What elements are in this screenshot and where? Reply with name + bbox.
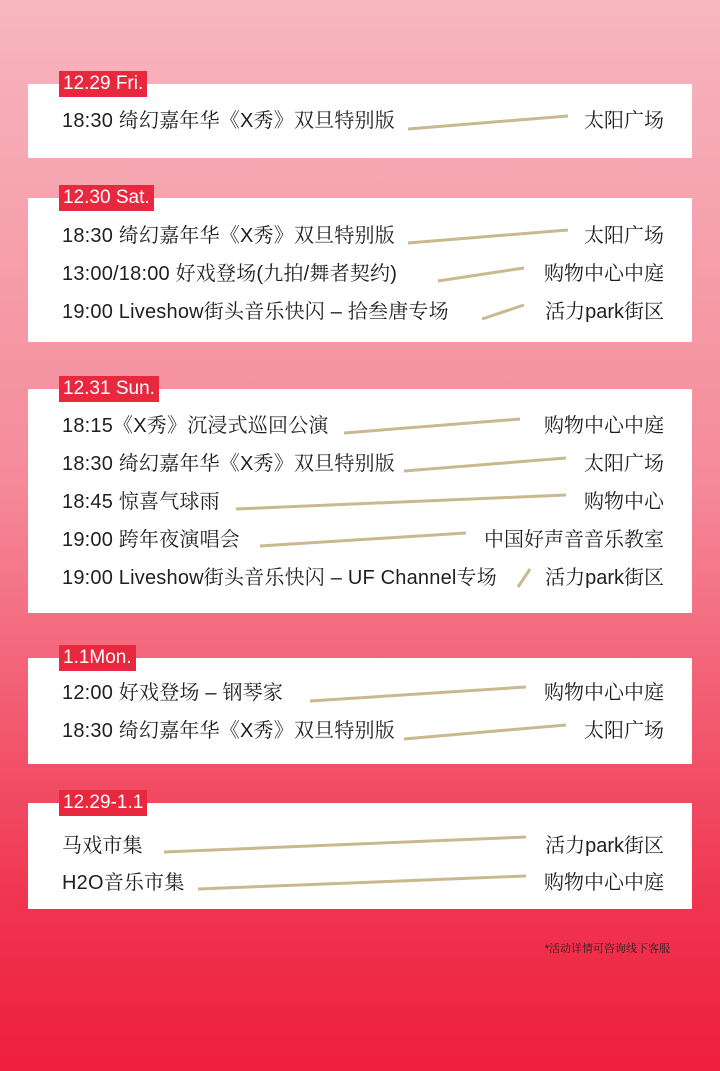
date-tag: 12.30 Sat. — [59, 185, 154, 211]
date-tag: 12.31 Sun. — [59, 376, 159, 402]
event-location: 活力park街区 — [545, 835, 664, 857]
event-name: 18:45 惊喜气球雨 — [62, 491, 220, 513]
event-row — [28, 674, 692, 712]
event-location: 活力park街区 — [545, 567, 664, 589]
event-row — [28, 864, 692, 902]
event-row — [28, 712, 692, 750]
event-name: 13:00/18:00 好戏登场(九拍/舞者契约) — [62, 263, 398, 285]
event-row — [28, 217, 692, 255]
event-location: 太阳广场 — [584, 110, 664, 132]
event-row — [28, 293, 692, 331]
date-tag: 12.29 Fri. — [59, 71, 147, 97]
event-row — [28, 445, 692, 483]
event-row — [28, 521, 692, 559]
event-card — [28, 198, 692, 342]
event-row — [28, 407, 692, 445]
event-row — [28, 102, 692, 140]
event-name: 18:30 绮幻嘉年华《X秀》双旦特别版 — [62, 720, 395, 742]
event-name: 18:30 绮幻嘉年华《X秀》双旦特别版 — [62, 453, 395, 475]
event-name: H2O音乐市集 — [62, 872, 185, 894]
event-name: 19:00 Liveshow街头音乐快闪 – 拾叁唐专场 — [62, 301, 449, 323]
event-card — [28, 658, 692, 764]
event-location: 购物中心中庭 — [544, 872, 664, 894]
event-location: 太阳广场 — [584, 453, 664, 475]
event-name: 12:00 好戏登场 – 钢琴家 — [62, 682, 284, 704]
event-location: 中国好声音音乐教室 — [484, 529, 664, 551]
event-row — [28, 255, 692, 293]
event-location: 购物中心中庭 — [544, 263, 664, 285]
event-location: 活力park街区 — [545, 301, 664, 323]
event-name: 19:00 Liveshow街头音乐快闪 – UF Channel专场 — [62, 567, 497, 589]
event-row — [28, 483, 692, 521]
event-card — [28, 389, 692, 613]
date-tag: 1.1Mon. — [59, 645, 136, 671]
event-location: 太阳广场 — [584, 720, 664, 742]
event-name: 18:30 绮幻嘉年华《X秀》双旦特别版 — [62, 225, 395, 247]
event-card — [28, 803, 692, 909]
event-location: 购物中心 — [584, 491, 664, 513]
event-location: 购物中心中庭 — [544, 682, 664, 704]
event-name: 19:00 跨年夜演唱会 — [62, 529, 241, 551]
footnote: *活动详情可咨询线下客服 — [544, 943, 670, 955]
event-name: 18:15《X秀》沉浸式巡回公演 — [62, 415, 329, 437]
event-location: 购物中心中庭 — [544, 415, 664, 437]
event-row — [28, 827, 692, 865]
event-location: 太阳广场 — [584, 225, 664, 247]
event-row — [28, 559, 692, 597]
event-name: 马戏市集 — [62, 835, 143, 857]
event-name: 18:30 绮幻嘉年华《X秀》双旦特别版 — [62, 110, 395, 132]
date-tag: 12.29-1.1 — [59, 790, 147, 816]
